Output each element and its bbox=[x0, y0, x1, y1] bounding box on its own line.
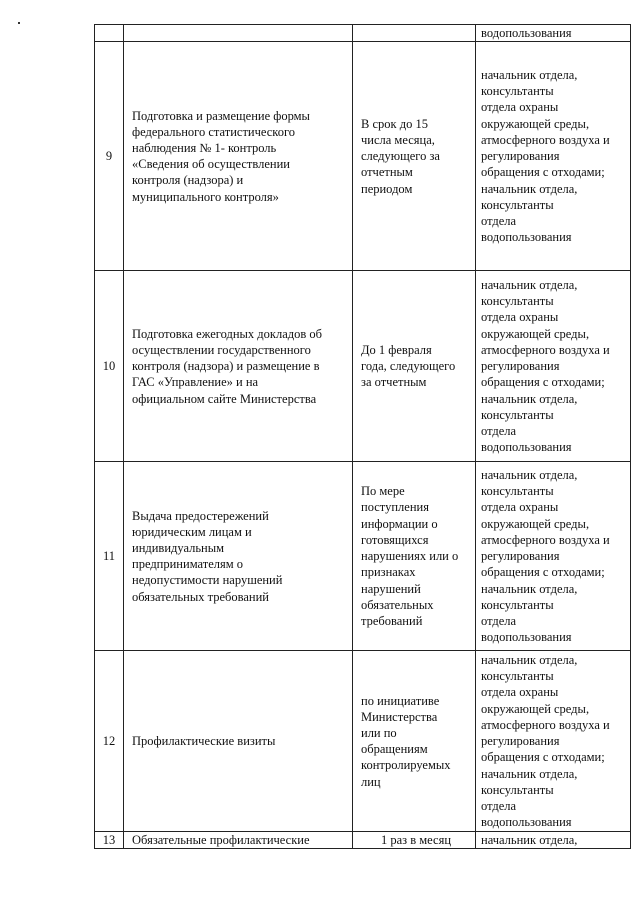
deadline-line: или по bbox=[361, 726, 397, 740]
deadline-line: нарушений bbox=[361, 581, 421, 596]
deadline-cell bbox=[353, 42, 476, 271]
deadline-line: Министерства bbox=[361, 709, 438, 724]
measure-name-cell bbox=[124, 42, 353, 271]
responsible-line: отдела охраны bbox=[481, 685, 559, 700]
deadline-line: по инициативе bbox=[361, 693, 440, 708]
measure-name-cell bbox=[124, 651, 353, 832]
responsible-line: начальник отдела, bbox=[481, 468, 578, 483]
measure-name-line: Выдача предостережений bbox=[132, 508, 269, 523]
deadline-line: признаках bbox=[361, 565, 416, 580]
measure-name-cell bbox=[124, 832, 353, 849]
deadline-line: за отчетным bbox=[361, 375, 427, 390]
responsible-cell bbox=[476, 271, 631, 462]
responsible-line: отдела охраны bbox=[481, 500, 559, 515]
measure-name-line: «Сведения об осуществлении bbox=[132, 157, 290, 172]
deadline-cell bbox=[353, 651, 476, 832]
responsible-cell bbox=[476, 25, 631, 42]
responsible-line: отдела охраны bbox=[481, 100, 559, 115]
measure-name-line: контроля (надзора) и размещение в bbox=[132, 359, 320, 374]
responsible-line: отдела bbox=[481, 613, 517, 628]
responsible-line: начальник отдела, bbox=[481, 581, 578, 596]
measure-name-cell bbox=[124, 25, 353, 42]
deadline-line: отчетным bbox=[361, 165, 413, 180]
responsible-line: водопользования bbox=[481, 230, 572, 245]
table-row bbox=[95, 42, 631, 271]
responsible-line: консультанты bbox=[481, 407, 554, 422]
deadline-line: требований bbox=[361, 613, 423, 628]
measure-name-line: Подготовка ежегодных докладов об bbox=[132, 326, 322, 341]
scan-speck bbox=[18, 22, 20, 24]
responsible-line: атмосферного воздуха и bbox=[481, 717, 610, 732]
responsible-line: начальник отдела, bbox=[481, 278, 578, 293]
deadline-line: поступления bbox=[361, 500, 429, 515]
responsible-line: регулирования bbox=[481, 734, 560, 749]
measure-name-line: юридическим лицам и bbox=[132, 524, 252, 539]
measure-name-line: Подготовка и размещение формы bbox=[132, 108, 310, 123]
responsible-line: регулирования bbox=[481, 359, 560, 374]
table-body bbox=[95, 25, 631, 849]
deadline-line: года, следующего bbox=[361, 359, 456, 374]
responsible-cell bbox=[476, 42, 631, 271]
responsible-line: водопользования bbox=[481, 26, 572, 40]
measure-name-line: предпринимателям о bbox=[132, 557, 244, 572]
responsible-cell bbox=[476, 832, 631, 849]
responsible-line: окружающей среды, bbox=[481, 516, 590, 531]
responsible-line: начальник отдела, bbox=[481, 68, 578, 83]
measure-name-line: Обязательные профилактические bbox=[132, 833, 310, 848]
responsible-line: атмосферного воздуха и bbox=[481, 132, 610, 147]
measure-name-line: Профилактические визиты bbox=[132, 734, 276, 749]
measure-name-line: наблюдения № 1- контроль bbox=[132, 141, 277, 155]
responsible-line: консультанты bbox=[481, 782, 554, 797]
responsible-line: начальник отдела, bbox=[481, 833, 578, 848]
responsible-line: атмосферного воздуха и bbox=[481, 342, 610, 357]
responsible-line: консультанты bbox=[481, 669, 554, 684]
deadline-line: В срок до 15 bbox=[361, 116, 428, 131]
table-row bbox=[95, 271, 631, 462]
row-number: 10 bbox=[95, 271, 124, 462]
deadline-line: лиц bbox=[361, 774, 381, 789]
responsible-line: окружающей среды, bbox=[481, 326, 590, 341]
table-row bbox=[95, 25, 631, 42]
deadline-cell bbox=[353, 25, 476, 42]
responsible-line: начальник отдела, bbox=[481, 653, 578, 668]
responsible-cell bbox=[476, 462, 631, 651]
deadline-line: По мере bbox=[361, 484, 405, 499]
responsible-line: начальник отдела, bbox=[481, 766, 578, 781]
responsible-line: консультанты bbox=[481, 294, 554, 309]
responsible-line: водопользования bbox=[481, 440, 572, 455]
table-row bbox=[95, 462, 631, 651]
responsible-line: обращения с отходами; bbox=[481, 375, 605, 390]
responsible-line: обращения с отходами; bbox=[481, 565, 605, 580]
responsible-line: отдела bbox=[481, 213, 517, 228]
deadline-cell bbox=[353, 462, 476, 651]
responsible-line: начальник отдела, bbox=[481, 391, 578, 406]
measure-name-line: недопустимости нарушений bbox=[132, 573, 283, 588]
measure-name-line: контроля (надзора) и bbox=[132, 173, 244, 188]
measures-table bbox=[94, 24, 631, 849]
measure-name-line: обязательных требований bbox=[132, 589, 269, 604]
table-row bbox=[95, 651, 631, 832]
responsible-line: окружающей среды, bbox=[481, 701, 590, 716]
responsible-line: отдела bbox=[481, 423, 517, 438]
measure-name-cell bbox=[124, 462, 353, 651]
measure-name-line: муниципального контроля» bbox=[132, 189, 279, 204]
deadline-line: числа месяца, bbox=[361, 132, 435, 147]
table-row bbox=[95, 832, 631, 849]
deadline-line: информации о bbox=[361, 516, 438, 531]
row-number bbox=[95, 25, 124, 42]
deadline-line: готовящихся bbox=[361, 532, 429, 547]
responsible-line: окружающей среды, bbox=[481, 116, 590, 131]
deadline-line: следующего за bbox=[361, 149, 440, 164]
deadline-line: обращениям bbox=[361, 742, 428, 757]
deadline-line: обязательных bbox=[361, 597, 434, 612]
responsible-line: регулирования bbox=[481, 549, 560, 564]
responsible-line: начальник отдела, bbox=[481, 181, 578, 196]
deadline-line: 1 раз в месяц bbox=[380, 833, 452, 848]
measure-name-line: осуществлении государственного bbox=[132, 342, 311, 357]
measure-name-line: федерального статистического bbox=[132, 124, 296, 139]
row-number: 13 bbox=[95, 832, 124, 849]
deadline-line: периодом bbox=[361, 181, 413, 196]
responsible-line: обращения с отходами; bbox=[481, 750, 605, 765]
row-number: 12 bbox=[95, 651, 124, 832]
row-number: 9 bbox=[95, 42, 124, 271]
responsible-line: консультанты bbox=[481, 484, 554, 499]
deadline-line: нарушениях или о bbox=[361, 549, 459, 564]
deadline-cell bbox=[353, 832, 476, 849]
responsible-line: регулирования bbox=[481, 149, 560, 164]
responsible-line: водопользования bbox=[481, 630, 572, 645]
measure-name-cell bbox=[124, 271, 353, 462]
responsible-line: водопользования bbox=[481, 815, 572, 830]
deadline-cell bbox=[353, 271, 476, 462]
responsible-line: атмосферного воздуха и bbox=[481, 532, 610, 547]
responsible-line: консультанты bbox=[481, 84, 554, 99]
responsible-line: отдела bbox=[481, 798, 517, 813]
responsible-line: обращения с отходами; bbox=[481, 165, 605, 180]
deadline-line: контролируемых bbox=[361, 758, 451, 773]
measure-name-line: ГАС «Управление» и на bbox=[132, 375, 259, 390]
responsible-line: консультанты bbox=[481, 197, 554, 212]
measure-name-line: официальном сайте Министерства bbox=[132, 391, 317, 406]
responsible-cell bbox=[476, 651, 631, 832]
responsible-line: консультанты bbox=[481, 597, 554, 612]
responsible-line: отдела охраны bbox=[481, 310, 559, 325]
deadline-line: До 1 февраля bbox=[361, 342, 432, 357]
row-number: 11 bbox=[95, 462, 124, 651]
measure-name-line: индивидуальным bbox=[132, 541, 225, 555]
